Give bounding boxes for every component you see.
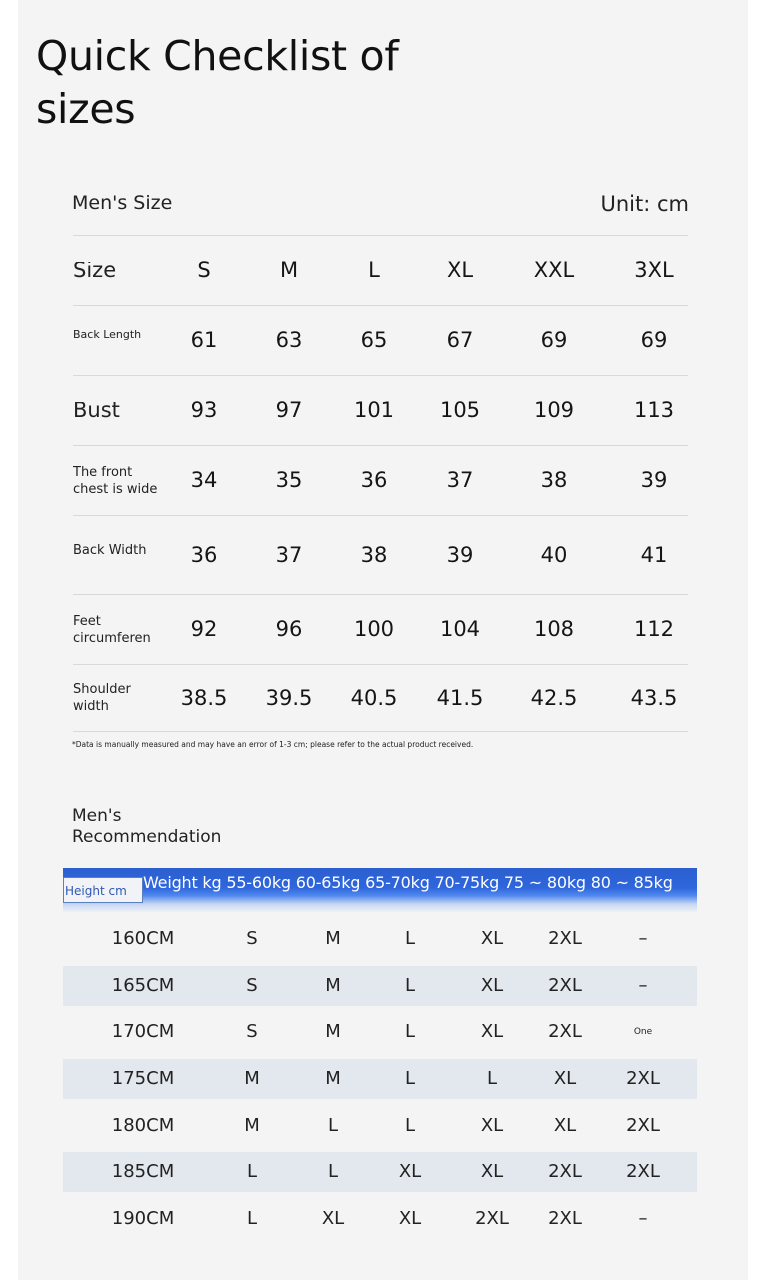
size-cell: M — [325, 1068, 341, 1089]
size-cell: 2XL — [548, 928, 582, 949]
recommendation-row — [63, 1059, 697, 1099]
recommendation-row — [63, 1152, 697, 1192]
size-cell: L — [404, 928, 416, 949]
size-cell: XL — [480, 1161, 504, 1182]
row-label: Bust — [73, 402, 120, 419]
size-cell: 2XL — [626, 1115, 660, 1136]
size-cell: – — [638, 1208, 648, 1229]
height-cell: 170CM — [111, 1021, 175, 1042]
size-header-cell: S — [197, 258, 211, 282]
measurement-cell: 40 — [540, 543, 568, 567]
measurement-cell: 37 — [446, 468, 474, 492]
size-cell: 2XL — [548, 975, 582, 996]
row-label: Feet circumferen — [73, 613, 151, 646]
measurement-cell: 69 — [540, 328, 568, 352]
size-cell: 2XL — [626, 1161, 660, 1182]
mens-size-label: Men's Size — [72, 192, 173, 214]
measurement-cell: 39.5 — [265, 686, 313, 710]
measurement-row-back-width — [73, 515, 688, 594]
size-cell: XL — [398, 1161, 422, 1182]
size-header-cell: XL — [446, 258, 474, 282]
height-cell: 165CM — [111, 975, 175, 996]
measurement-cell: 108 — [533, 617, 575, 641]
measurement-cell: 100 — [353, 617, 395, 641]
size-header-cell: XXL — [533, 258, 575, 282]
size-cell: 2XL — [548, 1161, 582, 1182]
size-cell: XL — [480, 928, 504, 949]
size-cell: M — [244, 1115, 260, 1136]
measurement-row-shoulder-width — [73, 664, 688, 732]
measurement-cell: 112 — [633, 617, 675, 641]
size-table — [73, 235, 688, 732]
size-header-cell: L — [368, 258, 380, 282]
size-header-label: Size — [73, 262, 117, 279]
measurement-row-front-chest — [73, 445, 688, 515]
row-label: Back Length — [73, 328, 142, 341]
measurement-cell: 36 — [190, 543, 218, 567]
measurement-cell: 65 — [360, 328, 388, 352]
measurement-cell: 37 — [275, 543, 303, 567]
recommendation-row — [63, 1012, 697, 1052]
row-label: Back Width — [73, 543, 147, 558]
measurement-cell: 69 — [640, 328, 668, 352]
weight-header: Weight kg 55-60kg 60-65kg 65-70kg 70-75kg 75 ~ 80kg 80 ~ 85kg — [143, 873, 673, 892]
measurement-cell: 39 — [446, 543, 474, 567]
size-cell: XL — [398, 1208, 422, 1229]
size-cell: L — [486, 1068, 498, 1089]
measurement-cell: 113 — [633, 398, 675, 422]
recommendation-row — [63, 966, 697, 1006]
measurement-cell: 105 — [439, 398, 481, 422]
measurement-cell: 104 — [439, 617, 481, 641]
measurement-cell: 34 — [190, 468, 218, 492]
size-cell: One — [633, 1027, 653, 1037]
size-cell: XL — [321, 1208, 345, 1229]
measurement-cell: 41 — [640, 543, 668, 567]
size-header-cell: 3XL — [634, 258, 674, 282]
measurement-cell: 96 — [275, 617, 303, 641]
measurement-row-feet-circumference — [73, 594, 688, 664]
measurement-cell: 35 — [275, 468, 303, 492]
size-cell: XL — [480, 1021, 504, 1042]
measurement-cell: 101 — [353, 398, 395, 422]
measurement-note: *Data is manually measured and may have an error of 1-3 cm; please refer to the actual product received. — [72, 740, 474, 749]
measurement-cell: 93 — [190, 398, 218, 422]
size-cell: M — [325, 928, 341, 949]
size-header-row — [73, 235, 688, 305]
size-cell: XL — [480, 1115, 504, 1136]
size-cell: M — [325, 975, 341, 996]
measurement-cell: 38 — [540, 468, 568, 492]
measurement-cell: 38 — [360, 543, 388, 567]
size-cell: – — [638, 975, 648, 996]
size-cell: L — [246, 1161, 258, 1182]
height-cell: 175CM — [111, 1068, 175, 1089]
size-cell: L — [246, 1208, 258, 1229]
height-header: Height cm — [63, 877, 143, 903]
measurement-cell: 92 — [190, 617, 218, 641]
recommendation-row — [63, 919, 697, 959]
size-cell: L — [327, 1115, 339, 1136]
measurement-cell: 41.5 — [436, 686, 484, 710]
size-cell: L — [327, 1161, 339, 1182]
size-cell: M — [325, 1021, 341, 1042]
size-cell: 2XL — [548, 1021, 582, 1042]
height-cell: 185CM — [111, 1161, 175, 1182]
measurement-cell: 109 — [533, 398, 575, 422]
measurement-cell: 36 — [360, 468, 388, 492]
size-cell: L — [404, 975, 416, 996]
recommendation-title: Men's Recommendation — [72, 806, 222, 847]
recommendation-row — [63, 1199, 697, 1239]
measurement-cell: 38.5 — [180, 686, 228, 710]
size-header-cell: M — [279, 258, 299, 282]
measurement-cell: 67 — [446, 328, 474, 352]
size-cell: L — [404, 1068, 416, 1089]
size-cell: L — [404, 1021, 416, 1042]
size-cell: S — [246, 928, 258, 949]
unit-label: Unit: cm — [600, 192, 689, 216]
measurement-cell: 97 — [275, 398, 303, 422]
size-cell: 2XL — [548, 1208, 582, 1229]
measurement-cell: 39 — [640, 468, 668, 492]
height-cell: 160CM — [111, 928, 175, 949]
recommendation-row — [63, 1106, 697, 1146]
size-cell: XL — [553, 1068, 577, 1089]
measurement-cell: 61 — [190, 328, 218, 352]
size-cell: 2XL — [475, 1208, 509, 1229]
size-cell: XL — [480, 975, 504, 996]
row-label: The front chest is wide — [73, 464, 158, 497]
size-cell: S — [246, 1021, 258, 1042]
measurement-cell: 42.5 — [530, 686, 578, 710]
size-cell: XL — [553, 1115, 577, 1136]
height-cell: 180CM — [111, 1115, 175, 1136]
page-title: Quick Checklist of sizes — [36, 32, 399, 133]
measurement-row-bust — [73, 375, 688, 445]
size-cell: 2XL — [626, 1068, 660, 1089]
size-cell: S — [246, 975, 258, 996]
size-cell: – — [638, 928, 648, 949]
measurement-cell: 63 — [275, 328, 303, 352]
row-label: Shoulder width — [73, 682, 131, 714]
height-cell: 190CM — [111, 1208, 175, 1229]
measurement-row-back-length — [73, 305, 688, 375]
measurement-cell: 40.5 — [350, 686, 398, 710]
size-cell: L — [404, 1115, 416, 1136]
measurement-cell: 43.5 — [630, 686, 678, 710]
size-cell: M — [244, 1068, 260, 1089]
